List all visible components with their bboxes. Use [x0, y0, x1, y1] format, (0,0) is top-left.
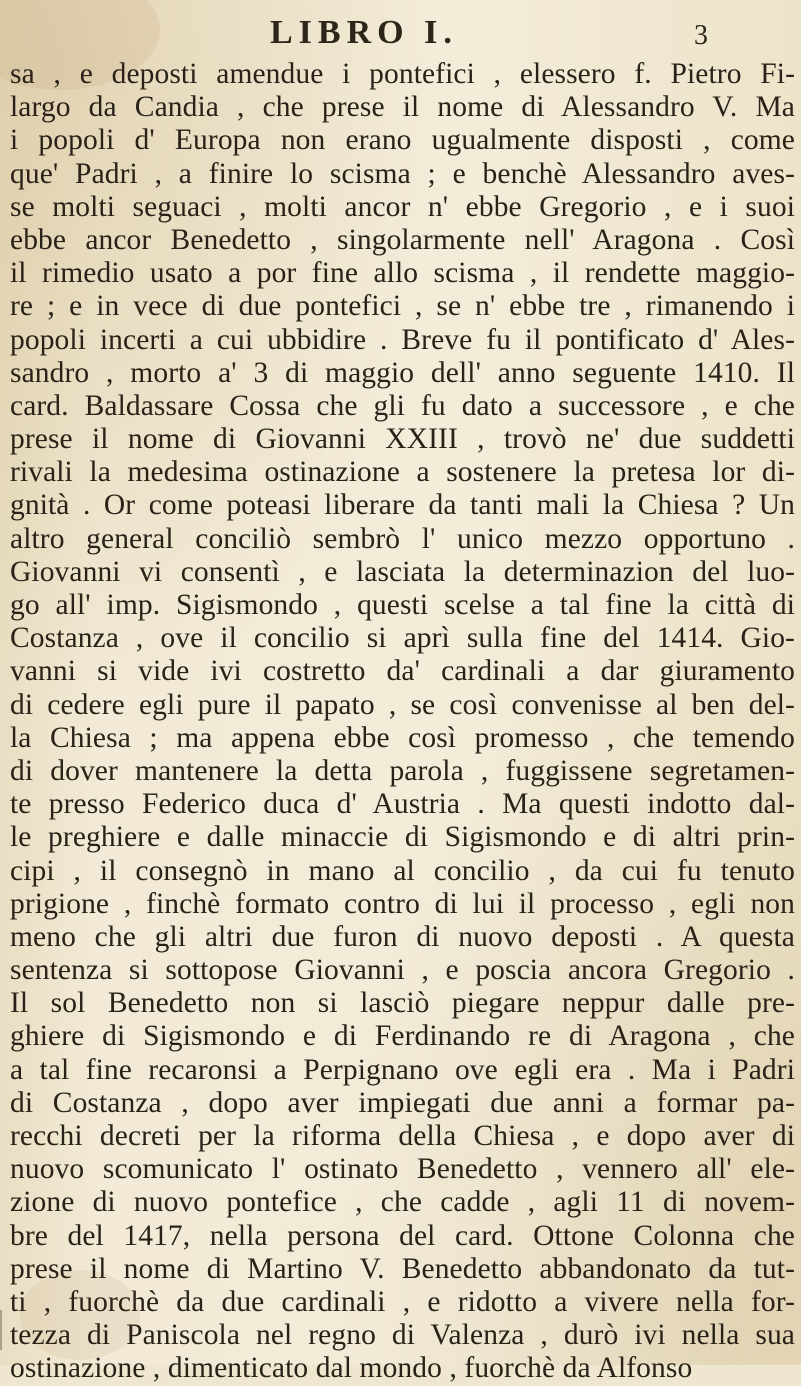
text-line: go all' imp. Sigismondo , questi scelse a tal fine la città di [10, 589, 795, 621]
text-line: prigione , finchè formato contro di lui il processo , egli non [10, 887, 795, 920]
margin-mark [0, 1310, 10, 1350]
text-line: sandro , morto a' 3 di maggio dell' anno seguente 1410. Il [10, 356, 795, 389]
text-line: altro general conciliò sembrò l' unico mezzo opportuno . [10, 522, 795, 555]
text-line: se molti seguaci , molti ancor n' ebbe Gregorio , e i suoi [10, 190, 795, 223]
running-title: LIBRO I. [270, 14, 458, 51]
text-line: ghiere di Sigismondo e di Ferdinando re di Aragona , che [10, 1020, 795, 1053]
text-line: prese il nome di Martino V. Benedetto abbandonato da tut- [10, 1252, 795, 1285]
text-line: Giovanni vi consentì , e lasciata la determinazion del luo- [10, 555, 795, 588]
text-line: meno che gli altri due furon di nuovo deposti . A questa [10, 920, 795, 953]
text-line: Costanza , ove il concilio si aprì sulla fine del 1414. Gio- [10, 622, 795, 655]
text-line: card. Baldassare Cossa che gli fu dato a successore , e che [10, 389, 795, 422]
text-line: largo da Candia , che prese il nome di Alessandro V. Ma [10, 91, 795, 124]
text-line: il rimedio usato a por fine allo scisma , il rendette maggio- [10, 257, 795, 290]
page-header [0, 8, 801, 58]
text-line: nuovo scomunicato l' ostinato Benedetto , vennero all' ele- [10, 1153, 795, 1186]
text-line: i popoli d' Europa non erano ugualmente disposti , come [10, 124, 795, 157]
text-line: la Chiesa ; ma appena ebbe così promesso , che temendo [10, 721, 795, 754]
text-line: que' Padri , a finire lo scisma ; e benchè Alessandro aves- [10, 157, 795, 190]
text-line: bre del 1417, nella persona del card. Ottone Colonna che [10, 1219, 795, 1252]
text-line: vanni si vide ivi costretto da' cardinali a dar giuramento [10, 655, 795, 688]
text-line: Il sol Benedetto non si lasciò piegare neppur dalle pre- [10, 987, 795, 1020]
text-line: re ; e in vece di due pontefici , se n' ebbe tre , rimanendo i [10, 290, 795, 323]
text-line: le preghiere e dalle minaccie di Sigismondo e di altri prin- [10, 821, 795, 854]
body-text [10, 58, 795, 1386]
text-line: te presso Federico duca d' Austria . Ma questi indotto dal- [10, 788, 795, 821]
text-line: rivali la medesima ostinazione a sostenere la pretesa lor di- [10, 456, 795, 489]
text-line: ti , fuorchè da due cardinali , e ridotto a vivere nella for- [10, 1285, 795, 1318]
text-line: ostinazione , dimenticato dal mondo , fuorchè da Alfonso [10, 1352, 693, 1385]
text-line: sentenza si sottopose Giovanni , e poscia ancora Gregorio . [10, 954, 795, 987]
text-line: recchi decreti per la riforma della Chiesa , e dopo aver di [10, 1120, 795, 1152]
page-number: 3 [694, 20, 708, 51]
text-line: gnità . Or come poteasi liberare da tanti mali la Chiesa ? Un [10, 489, 795, 522]
text-line: ebbe ancor Benedetto , singolarmente nell' Aragona . Così [10, 223, 795, 256]
text-line: di cedere egli pure il papato , se così convenisse al ben del- [10, 688, 795, 721]
text-line: popoli incerti a cui ubbidire . Breve fu il pontificato d' Ales- [10, 323, 795, 356]
text-line: di Costanza , dopo aver impiegati due anni a formar pa- [10, 1086, 795, 1119]
text-line: di dover mantenere la detta parola , fuggissene segretamen- [10, 754, 795, 787]
text-line: tezza di Paniscola nel regno di Valenza , durò ivi nella sua [10, 1319, 795, 1352]
text-line: a tal fine recaronsi a Perpignano ove egli era . Ma i Padri [10, 1053, 795, 1086]
text-line: sa , e deposti amendue i pontefici , elessero f. Pietro Fi- [10, 58, 795, 90]
text-line: zione di nuovo pontefice , che cadde , agli 11 di novem- [10, 1186, 795, 1219]
text-line: cipi , il consegnò in mano al concilio , da cui fu tenuto [10, 854, 795, 887]
text-line: prese il nome di Giovanni XXIII , trovò ne' due suddetti [10, 423, 795, 456]
